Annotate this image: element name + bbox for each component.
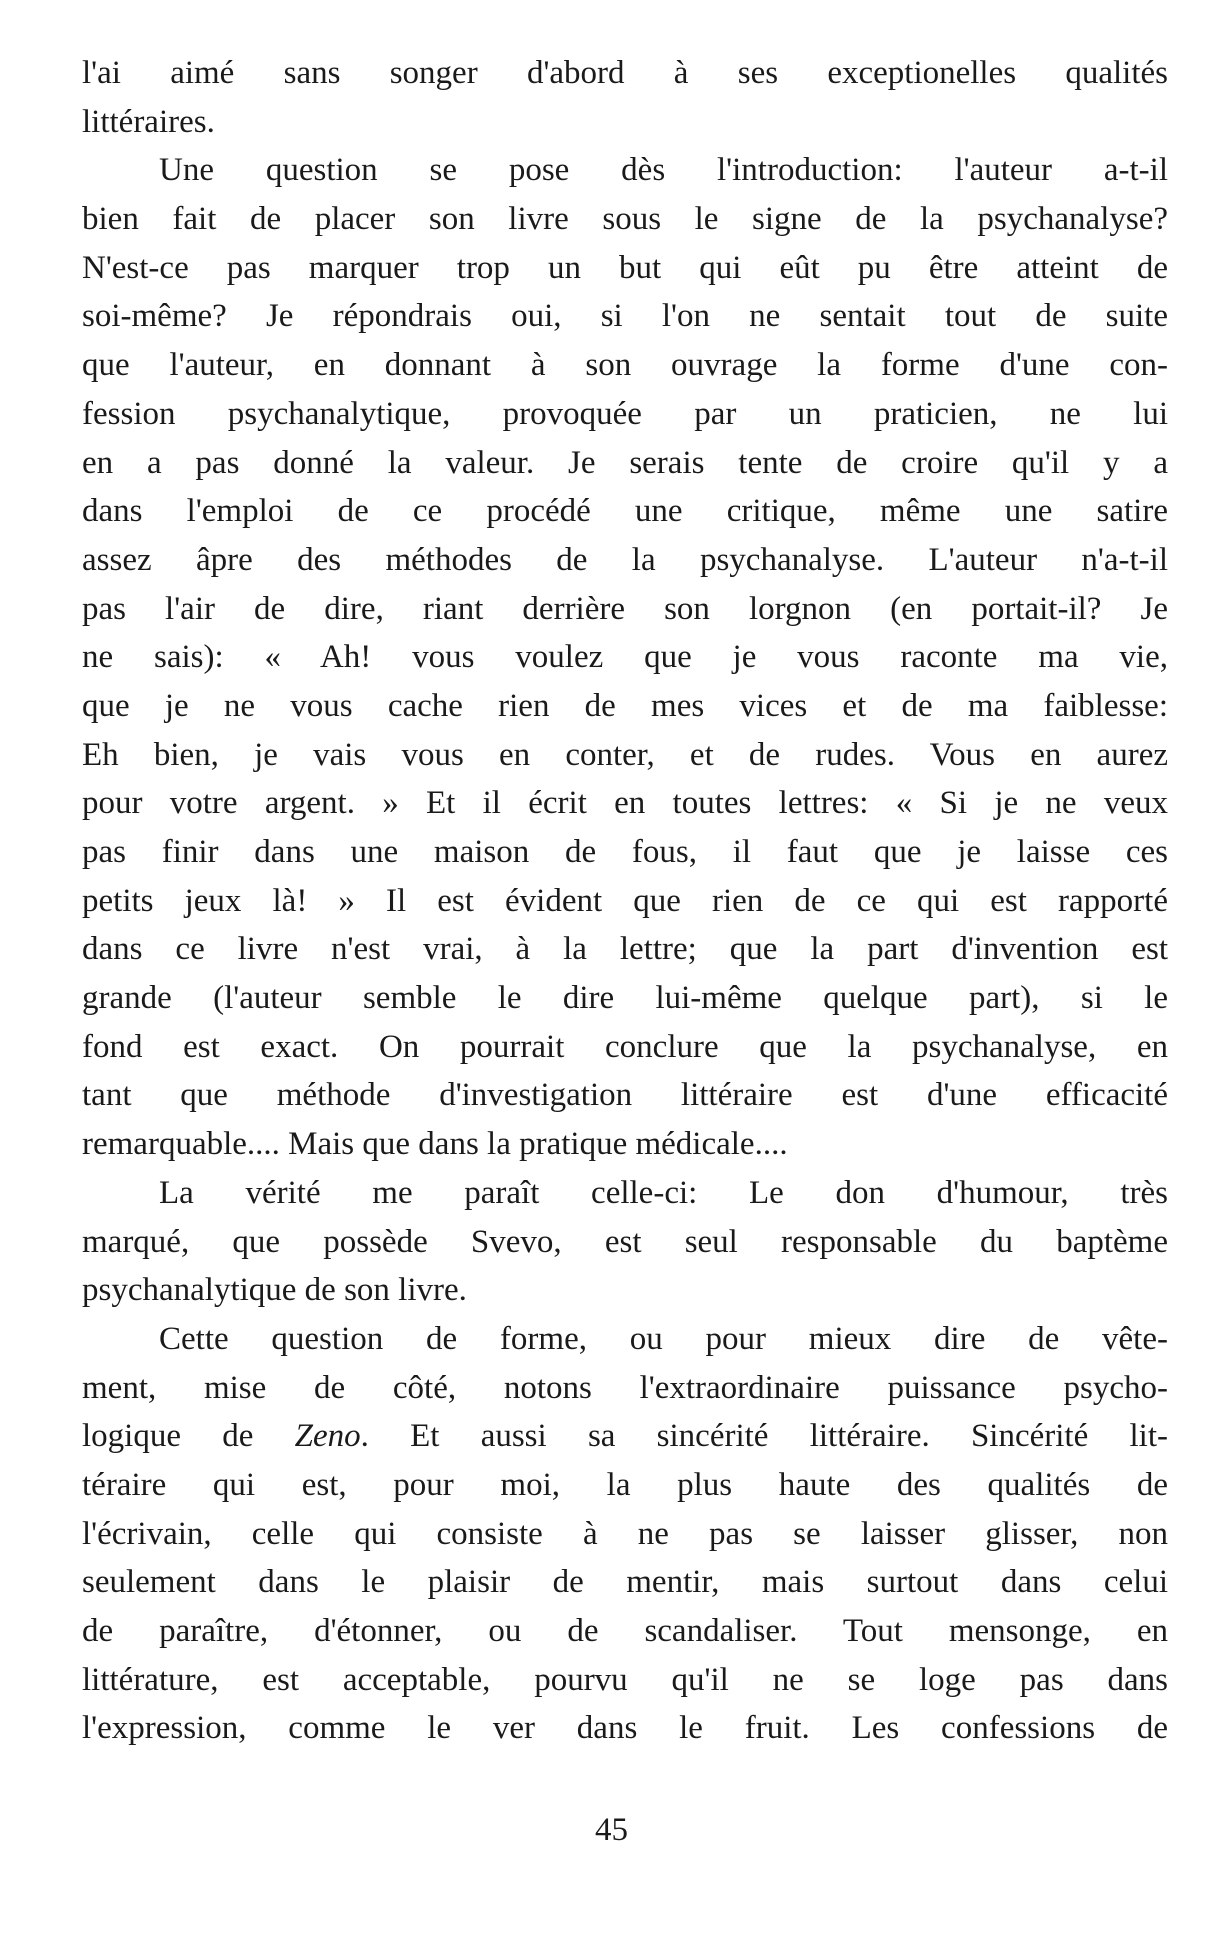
text-line: psychanalytique de son livre. xyxy=(82,1272,467,1309)
text-line: pour votre argent. » Et il écrit en toutes lettres: « Si je ne veux xyxy=(82,785,1168,822)
text-line: assez âpre des méthodes de la psychanalyse. L'auteur n'a-t-il xyxy=(82,541,1168,578)
text-line: Eh bien, je vais vous en conter, et de rudes. Vous en aurez xyxy=(82,736,1168,773)
text-line: La vérité me paraît celle-ci: Le don d'humour, très xyxy=(159,1174,1168,1211)
text-line: l'écrivain, celle qui consiste à ne pas se laisser glisser, non xyxy=(82,1515,1168,1552)
text-line: soi-même? Je répondrais oui, si l'on ne sentait tout de suite xyxy=(82,298,1168,335)
text-line: dans l'emploi de ce procédé une critique, même une satire xyxy=(82,493,1168,530)
text-line: pas l'air de dire, riant derrière son lorgnon (en portait-il? Je xyxy=(82,590,1168,627)
text-line: l'ai aimé sans songer d'abord à ses exceptionelles qualités xyxy=(82,55,1168,91)
text-line: téraire qui est, pour moi, la plus haute des qualités de xyxy=(82,1466,1168,1503)
text-line: ment, mise de côté, notons l'extraordinaire puissance psycho- xyxy=(82,1369,1168,1406)
italic-title: Zeno xyxy=(294,1418,361,1455)
text-line: N'est-ce pas marquer trop un but qui eût pu être atteint de xyxy=(82,249,1168,286)
text-line: marqué, que possède Svevo, est seul responsable du baptème xyxy=(82,1223,1168,1260)
text-line xyxy=(82,1412,1168,1461)
text-line: que je ne vous cache rien de mes vices et de ma faiblesse: xyxy=(82,687,1168,724)
text-line: remarquable.... Mais que dans la pratique médicale.... xyxy=(82,1126,788,1163)
text-segment: . Et aussi sa sincérité littéraire. Sincérité lit- xyxy=(360,1418,1168,1455)
text-line: de paraître, d'étonner, ou de scandaliser. Tout mensonge, en xyxy=(82,1613,1168,1649)
text-line: petits jeux là! » Il est évident que rien de ce qui est rapporté xyxy=(82,882,1168,919)
text-line: grande (l'auteur semble le dire lui-même quelque part), si le xyxy=(82,980,1168,1017)
text-line: littéraires. xyxy=(82,103,215,140)
text-line: Cette question de forme, ou pour mieux dire de vête- xyxy=(159,1320,1168,1357)
text-line: en a pas donné la valeur. Je serais tente de croire qu'il y a xyxy=(82,444,1168,481)
text-line: seulement dans le plaisir de mentir, mais surtout dans celui xyxy=(82,1564,1168,1601)
body-text xyxy=(82,49,1168,1753)
text-line: Une question se pose dès l'introduction: l'auteur a-t-il xyxy=(159,152,1168,189)
text-line: que l'auteur, en donnant à son ouvrage la forme d'une con- xyxy=(82,347,1168,384)
text-line: tant que méthode d'investigation littéraire est d'une efficacité xyxy=(82,1077,1168,1114)
text-line: bien fait de placer son livre sous le signe de la psychanalyse? xyxy=(82,201,1168,238)
text-line: littérature, est acceptable, pourvu qu'il ne se loge pas dans xyxy=(82,1661,1168,1698)
text-segment: logique de xyxy=(82,1418,295,1455)
text-line: dans ce livre n'est vrai, à la lettre; que la part d'invention est xyxy=(82,931,1168,968)
text-line: fession psychanalytique, provoquée par un praticien, ne lui xyxy=(82,395,1168,432)
text-line: ne sais): « Ah! vous voulez que je vous raconte ma vie, xyxy=(82,639,1168,676)
text-line: fond est exact. On pourrait conclure que la psychanalyse, en xyxy=(82,1028,1168,1065)
page-number: 45 xyxy=(595,1812,628,1848)
text-line: l'expression, comme le ver dans le fruit. Les confessions de xyxy=(82,1710,1168,1747)
text-line: pas finir dans une maison de fous, il faut que je laisse ces xyxy=(82,834,1168,870)
